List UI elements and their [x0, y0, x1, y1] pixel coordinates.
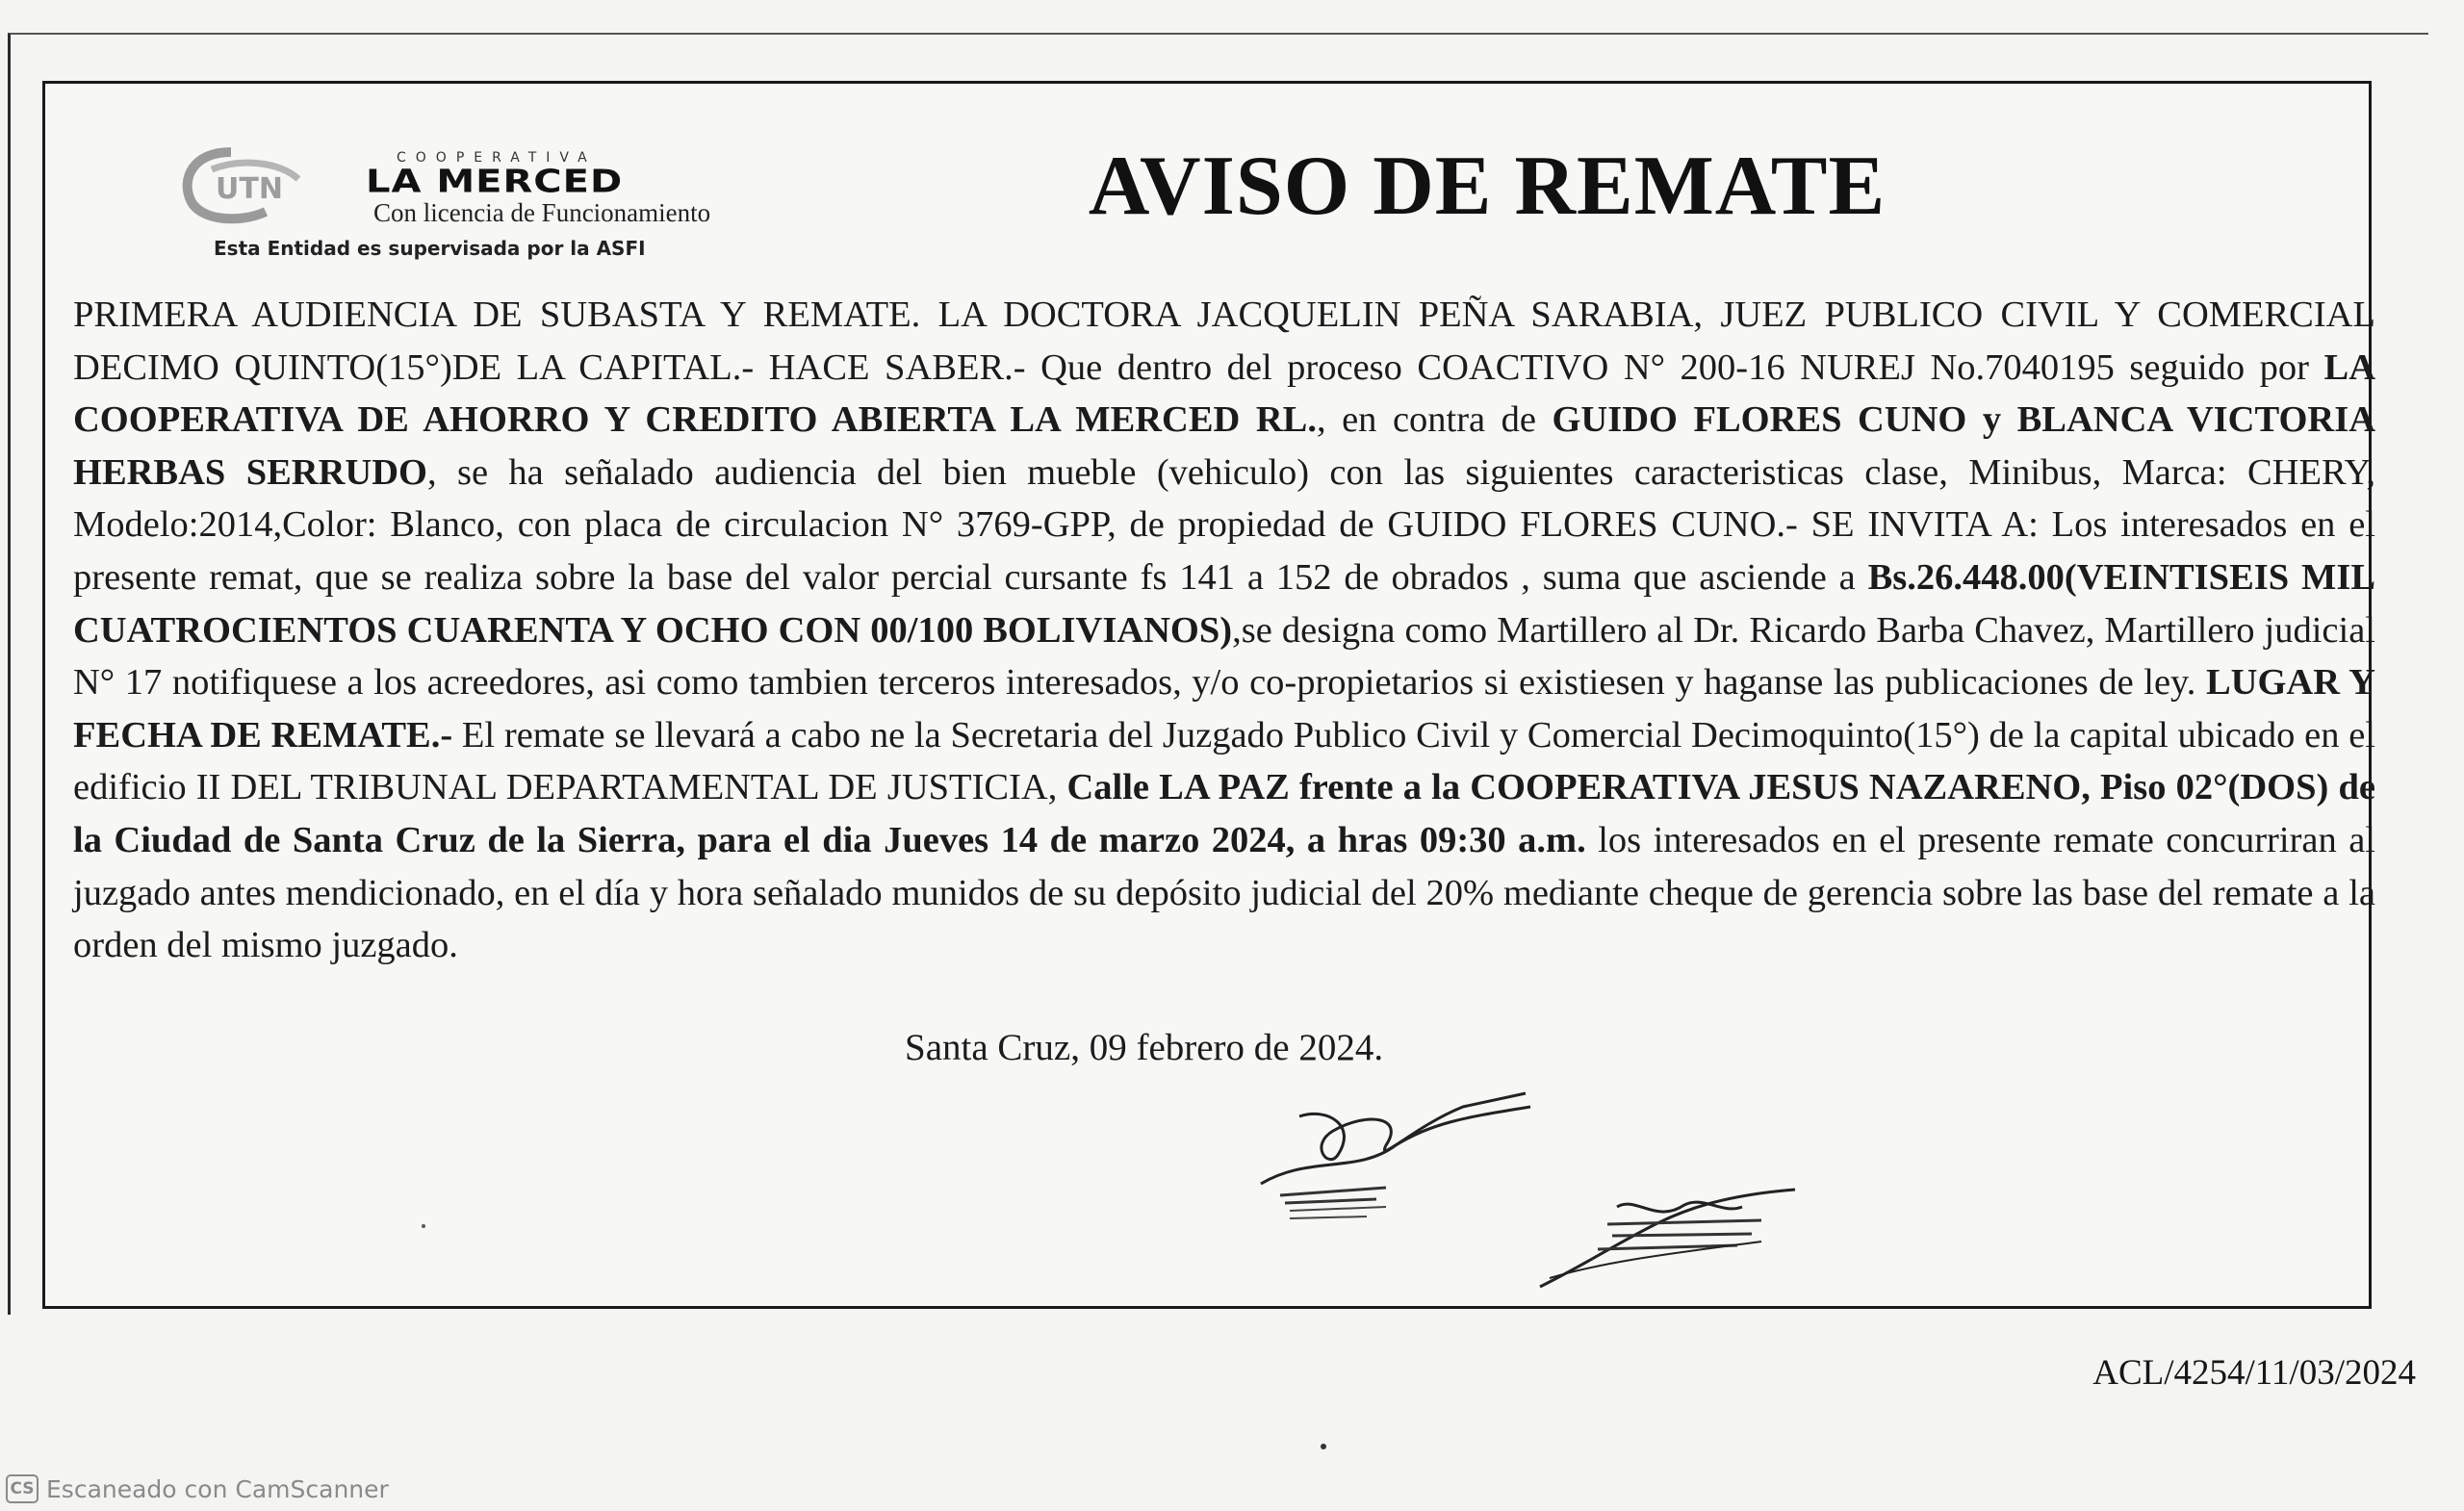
publication-reference: ACL/4254/11/03/2024 — [2092, 1353, 2416, 1393]
logo-swirl-icon — [173, 141, 366, 237]
logo-supervision-note: Esta Entidad es supervisada por la ASFI — [214, 237, 646, 260]
camscanner-label: Escaneado con CamScanner — [46, 1474, 389, 1503]
body-bold-segment: Calle LA PAZ frente a la COOPERATIVA JESUS NAZARENO, Piso 02°(DOS) de la Ciudad de Santa Cruz de la Sierra, para el dia Jueves 14 de marzo 2024, a hras 09:30 a.m. — [73, 767, 2375, 860]
svg-text:UTN: UTN — [216, 172, 283, 206]
secretary-signature — [1530, 1186, 1819, 1292]
body-segment: PRIMERA AUDIENCIA DE SUBASTA Y REMATE. LA DOCTORA JACQUELIN PEÑA SARABIA, JUEZ PUBLICO CIVIL Y COMERCIAL DECIMO QUINTO(15°)DE LA CAPITAL.- HACE SABER.- Que dentro del proceso COACTIVO N° 200-16 NUREJ No.7040195 seguido por — [73, 295, 2375, 388]
notice-body — [73, 289, 2375, 972]
logo-license: Con licencia de Funcionamiento — [373, 198, 711, 227]
body-segment: los interesados en el presente remate concurriran al juzgado antes mendicionado, en el día y hora señalado munidos de su depósito judicial del 20% mediante cheque de gerencia sobre las base del remate a la orden del mismo juzgado. — [73, 819, 2375, 966]
body-bold-segment: GUIDO FLORES CUNO y BLANCA VICTORIA HERBAS SERRUDO — [73, 399, 2375, 493]
speck-mark — [1321, 1444, 1326, 1449]
logo-name: LA MERCED — [366, 164, 624, 200]
body-bold-segment: LA COOPERATIVA DE AHORRO Y CREDITO ABIERTA LA MERCED RL. — [73, 346, 2375, 441]
judge-signature — [1242, 1088, 1559, 1232]
body-bold-segment: Bs.26.448.00(VEINTISEIS MIL CUATROCIENTOS CUARENTA Y OCHO CON 00/100 BOLIVIANOS) — [73, 556, 2375, 651]
body-bold-segment: LUGAR Y FECHA DE REMATE.- — [73, 662, 2375, 756]
body-segment: , se ha señalado audiencia del bien mueble (vehiculo) con las siguientes caracteristicas clase, Minibus, Marca: CHERY, Modelo:2014,Color: Blanco, con placa de circulacion N° 3769-GPP, de propiedad de GUIDO FLORES CUNO.- SE INVITA A: Los interesados en el presente remat, que se realiza sobre la base del valor percial cursante fs 141 a 152 de obrados , suma que asciende a — [73, 451, 2375, 598]
body-segment: El remate se llevará a cabo ne la Secretaria del Juzgado Publico Civil y Comercial Decimoquinto(15°) de la capital ubicado en el edificio II DEL TRIBUNAL DEPARTAMENTAL DE JUSTICIA, — [73, 714, 2375, 808]
cooperative-logo — [173, 141, 770, 266]
camscanner-icon: CS — [6, 1474, 38, 1503]
body-segment: ,se designa como Martillero al Dr. Ricardo Barba Chavez, Martillero judicial N° 17 notifiquese a los acreedores, asi como tambien terceros interesados, y/o co-propietarios si existiesen y haganse las publicaciones de ley. — [73, 609, 2375, 704]
logo-cooperativa-label: COOPERATIVA — [397, 150, 597, 166]
body-segment: , en contra de — [1316, 399, 1553, 441]
camscanner-watermark — [6, 1473, 389, 1505]
dateline: Santa Cruz, 09 febrero de 2024. — [905, 1027, 1384, 1068]
speck-mark — [422, 1224, 425, 1228]
notice-title: AVISO DE REMATE — [1088, 140, 1886, 233]
